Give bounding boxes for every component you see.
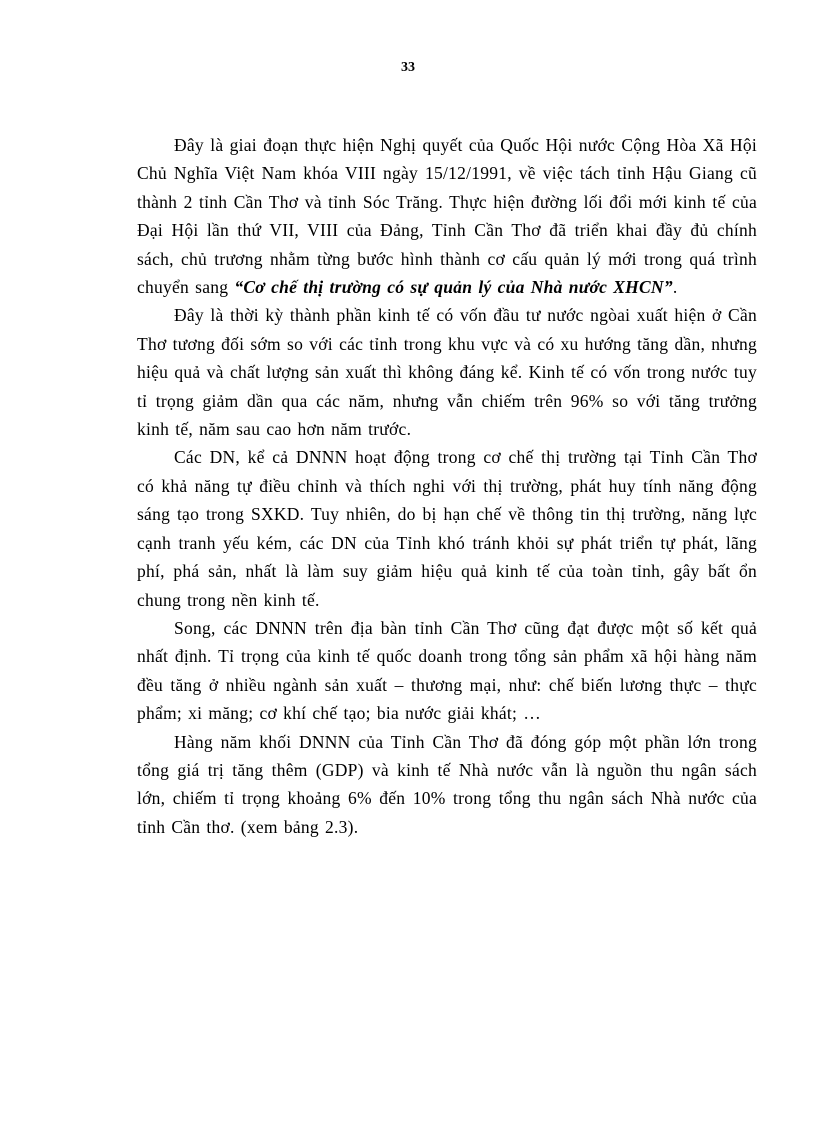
paragraph-1-text: Đây là giai đoạn thực hiện Nghị quyết của Quốc Hội nước Cộng Hòa Xã Hội Chủ Nghĩa Việt Nam khóa VIII ngày 15/12/1991, về việc tách tỉnh Hậu Giang cũ thành 2 tỉnh Cần Thơ và tỉnh Sóc Trăng. Thực hiện đường lối đổi mới kinh tế của Đại Hội lần thứ VII, VIII của Đảng, Tỉnh Cần Thơ đã triển khai đầy đủ chính sách, chủ trương nhằm từng bước hình thành cơ cấu quản lý mới trong quá trình chuyển sang: [137, 135, 757, 298]
paragraph-1-ending: .: [672, 277, 678, 298]
page-number: 33: [401, 60, 415, 75]
document-body: [137, 131, 757, 841]
paragraph-3: Các DN, kể cả DNNN hoạt động trong cơ chế thị trường tại Tỉnh Cần Thơ có khả năng tự điều chỉnh và thích nghi với thị trường, phát huy tính năng động sáng tạo trong SXKD. Tuy nhiên, do bị hạn chế về thông tin thị trường, năng lực cạnh tranh yếu kém, các DN của Tỉnh khó tránh khỏi sự phát triển tự phát, lãng phí, phá sản, nhất là làm suy giảm hiệu quả kinh tế của toàn tỉnh, gây bất ổn chung trong nền kinh tế.: [137, 447, 757, 610]
paragraph-4: Song, các DNNN trên địa bàn tỉnh Cần Thơ cũng đạt được một số kết quả nhất định. Tỉ trọng của kinh tế quốc doanh trong tổng sản phẩm xã hội hàng năm đều tăng ở nhiều ngành sản xuất – thương mại, như: chế biến lương thực – thực phẩm; xi măng; cơ khí chế tạo; bia nước giải khát; …: [137, 617, 757, 724]
paragraph-5: Hàng năm khối DNNN của Tỉnh Cần Thơ đã đóng góp một phần lớn trong tổng giá trị tăng thêm (GDP) và kinh tế Nhà nước vẫn là nguồn thu ngân sách lớn, chiếm tỉ trọng khoảng 6% đến 10% trong tổng thu ngân sách Nhà nước của tỉnh Cần thơ. (xem bảng 2.3).: [137, 731, 757, 837]
paragraph-2: Đây là thời kỳ thành phần kinh tế có vốn đầu tư nước ngòai xuất hiện ở Cần Thơ tương đối sớm so với các tỉnh trong khu vực và có xu hướng tăng dần, nhưng hiệu quả và chất lượng sản xuất thì không đáng kể. Kinh tế có vốn trong nước tuy tỉ trọng giảm dần qua các năm, nhưng vẫn chiếm trên 96% so với tăng trưởng kinh tế, năm sau cao hơn năm trước.: [137, 305, 757, 440]
paragraph-1: [137, 131, 757, 301]
emphasized-phrase: “Cơ chế thị trường có sự quản lý của Nhà nước XHCN”: [234, 277, 673, 298]
